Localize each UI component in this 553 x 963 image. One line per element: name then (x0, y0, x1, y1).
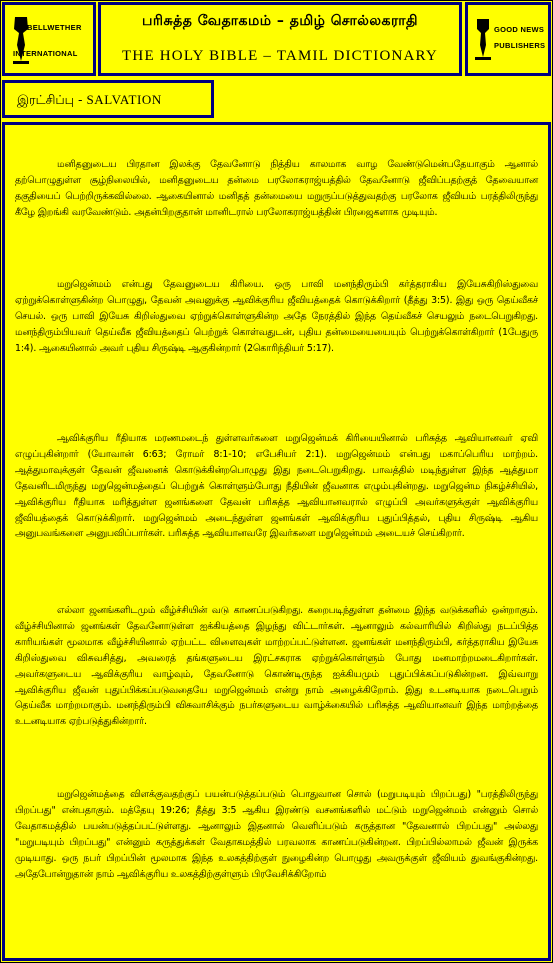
bellwether-logo-line1: BELLWETHER (27, 23, 82, 32)
good-news-logo-line2: PUBLISHERS (494, 41, 546, 50)
section-title-tamil: இரட்சிப்பு (17, 92, 74, 107)
paragraph-5: மறுஜென்மத்தை விளக்குவதற்குப் பயன்படுத்தப்படும் பொதுவான சொல் (மறுபடியும் பிறப்பது) "பரத்திலிருந்து பிறப்பது" என்பதாகும். மத்தேயு 19:26; தீத்து 3:5 ஆகிய இரண்டு வசனங்களில் மட்டும் மறுஜென்மம் என்னும் சொல் வேதாகமத்தில் பயன்படுத்தப்பட்டுள்ளது. ஆனாலும் இதனால் வெளிப்படும் கருத்தான "தேவனால் பிறப்பது" அல்லது "மறுபடியும் பிறப்பது" என்னும் கருத்துக்கள் வேதாகமத்தில் பரவலாக காணப்படுகின்றன. பிறப்பில்லாமல் ஜீவன் இருக்க முடியாது. ஒரு நபர் பிறப்பின் மூலமாக இந்த உலகத்திற்குள் நுழைகின்ற பொழுது அவருக்குள் ஜீவியம் துவங்குகின்றது. அதேபோன்றுதான் நாம் ஆவிக்குரிய உலகத்திற்குள்ளும் பிரவேசிக்கிறோம் (15, 789, 538, 880)
section-title-english: SALVATION (86, 92, 162, 107)
section-title-separator: - (73, 92, 87, 107)
title-english: THE HOLY BIBLE – TAMIL DICTIONARY (122, 48, 438, 64)
bellwether-logo-box (2, 2, 96, 76)
good-news-logo-line1: GOOD NEWS (494, 25, 545, 34)
good-news-logo-box (465, 2, 551, 76)
header-title-box (98, 2, 462, 76)
section-title-box (2, 80, 214, 118)
content-box (2, 122, 551, 961)
paragraph-2: மறுஜென்மம் என்பது தேவனுடைய கிரியை. ஒரு பாவி மனந்திரும்பி கர்த்தராகிய இயேசுகிறிஸ்துவை ஏற்றுக்கொள்ளுகின்ற பொழுது, தேவன் அவனுக்கு ஆவிக்குரிய ஜீவியத்தைக் கொடுக்கிறார் (தீத்து 3:5). இது ஒரு தெய்வீகச் செயல். ஒரு பாவி இயேசு கிறிஸ்துவை ஏற்றுக்கொள்ளுகின்ற அதே நேரத்தில் இந்த தெய்வீகச் செயலும் நடைபெறுகிறது. மனந்திரும்பியவர் தெய்வீக ஜீவியத்தைப் பெற்றுக் கொள்வதுடன், புதிய தன்மையையையும் பெற்றுக்கொள்கிறார் (1பேதுரு 1:4). ஆகையினால் அவர் புதிய சிருஷ்டி ஆகுகின்றார் (2கொரிந்தியர் 5:17). (15, 279, 538, 354)
good-news-logo-icon (474, 17, 492, 61)
bellwether-logo-line2: INTERNATIONAL (13, 49, 78, 58)
paragraph-3: ஆவிக்குரிய ரீதியாக மரணமடைந் துள்ளவர்களை மறுஜென்மக் கிரியையினால் பரிசுத்த ஆவியானவர் ஏவி எழுப்புகின்றார் (யோவான் 6:63; ரோமர் 8:1-10; எபேசியர் 2:1). மறுஜென்மம் என்பது மகாப்பெரிய மாற்றம். ஆத்துமாவுக்குள் தேவன் ஜீவனைக் கொடுக்கின்றபொழுது இது நடைபெறுகிறது. பாவத்தில் மடிந்துள்ள இந்த ஆத்துமா தேவனிடமிருந்து மறுஜென்மத்தைப் பெற்றுக் கொள்ளும்போது நீதியின் ஜீவனாக எழும்புகின்றது. மறுஜென்ம நிகழ்ச்சியில், ஆவிக்குரிய ரீதியாக மரித்துள்ள ஜனங்களை தேவன் பரிசுத்த ஆவியானவரால் எழுப்பி அவர்களுக்குள் ஆவிக்குரிய ஜீவியத்தைக் கொடுக்கிறார். மறுஜென்மம் அடைந்துள்ள ஜனங்கள் ஆவிக்குரிய புதுப்பித்தல், புதிய சிருஷ்டி ஆகிய அனுபவங்களை அனுபவிப்பார்கள். பரிசுத்த ஆவியானவரே இவர்களை மறுஜென்மம் அடையச் செய்கிறார். (15, 433, 538, 540)
paragraph-4: எல்லா ஜனங்களிடமும் வீழ்ச்சியின் வடு காணப்படுகிறது. கறைபடிந்துள்ள தன்மை இந்த வடுக்களில் ஒன்றாகும். வீழ்ச்சியினால் ஜனங்கள் தேவனோடுள்ள ஐக்கியத்தை இழந்து விட்டார்கள். ஆனாலும் கல்வாரியில் கிறிஸ்து நடப்பித்த காரியங்கள் மூலமாக வீழ்ச்சியினால் ஏற்பட்ட விளைவுகள் மாற்றப்பட்டுள்ளன. ஜனங்கள் மனந்திரும்பி, கர்த்தராகிய இயேசு கிறிஸ்துவை விசுவசித்து, அவரைத் தங்களுடைய இரட்சகராக ஏற்றுக்கொள்ளும் போது மனமாற்றமடைகிறார்கள். அவர்களுடைய ஆவிக்குரிய வாழ்வும், தேவனோடு கொண்டிருந்த ஐக்கியமும் புதுப்பிக்கப்படுகின்றன. இவ்வாறு ஆவிக்குரிய ஜீவன் புதுப்பிக்கப்படுவதையே மறுஜென்மம் என்று நாம் அழைக்கிறோம். இது உடனடியாக நடைபெறும் தெய்வீக மாற்றமாகும். மனந்திரும்பி விசுவாசிக்கும் நபர்களுடைய வாழ்க்கையில் பரிசுத்த ஆவியானவர் இந்த மாற்றத்தை உடனடியாக ஏற்படுத்துகின்றார். (15, 605, 538, 728)
section-title (17, 92, 162, 109)
title-tamil: பரிசுத்த வேதாகமம் – தமிழ் சொல்லகராதி (142, 13, 418, 29)
paragraph-1: மனிதனுடைய பிரதான இலக்கு தேவனோடு நித்திய காலமாக வாழ வேண்டுமென்பதேயாகும் ஆனால் தற்பொழுதுள்ள சூழ்நிலையில், மனிதனுடைய தன்மை பரலோகராஜ்யத்தில் தேவனோடு ஜீவிப்பதற்குத் தேவையான தகுதியைப் பெற்றிருக்கவில்லை. ஆகையினால் மனிதத் தன்மையை மறுருப்படுத்துவதற்கு பரலோக ஜீவியம் பரத்திலிருந்து கீழே இறங்கி வரவேண்டும். அதன்பிறகுதான் மானிடரால் பரலோகராஜ்யத்தின் பிரஜைகளாக முடியும். (15, 159, 538, 218)
